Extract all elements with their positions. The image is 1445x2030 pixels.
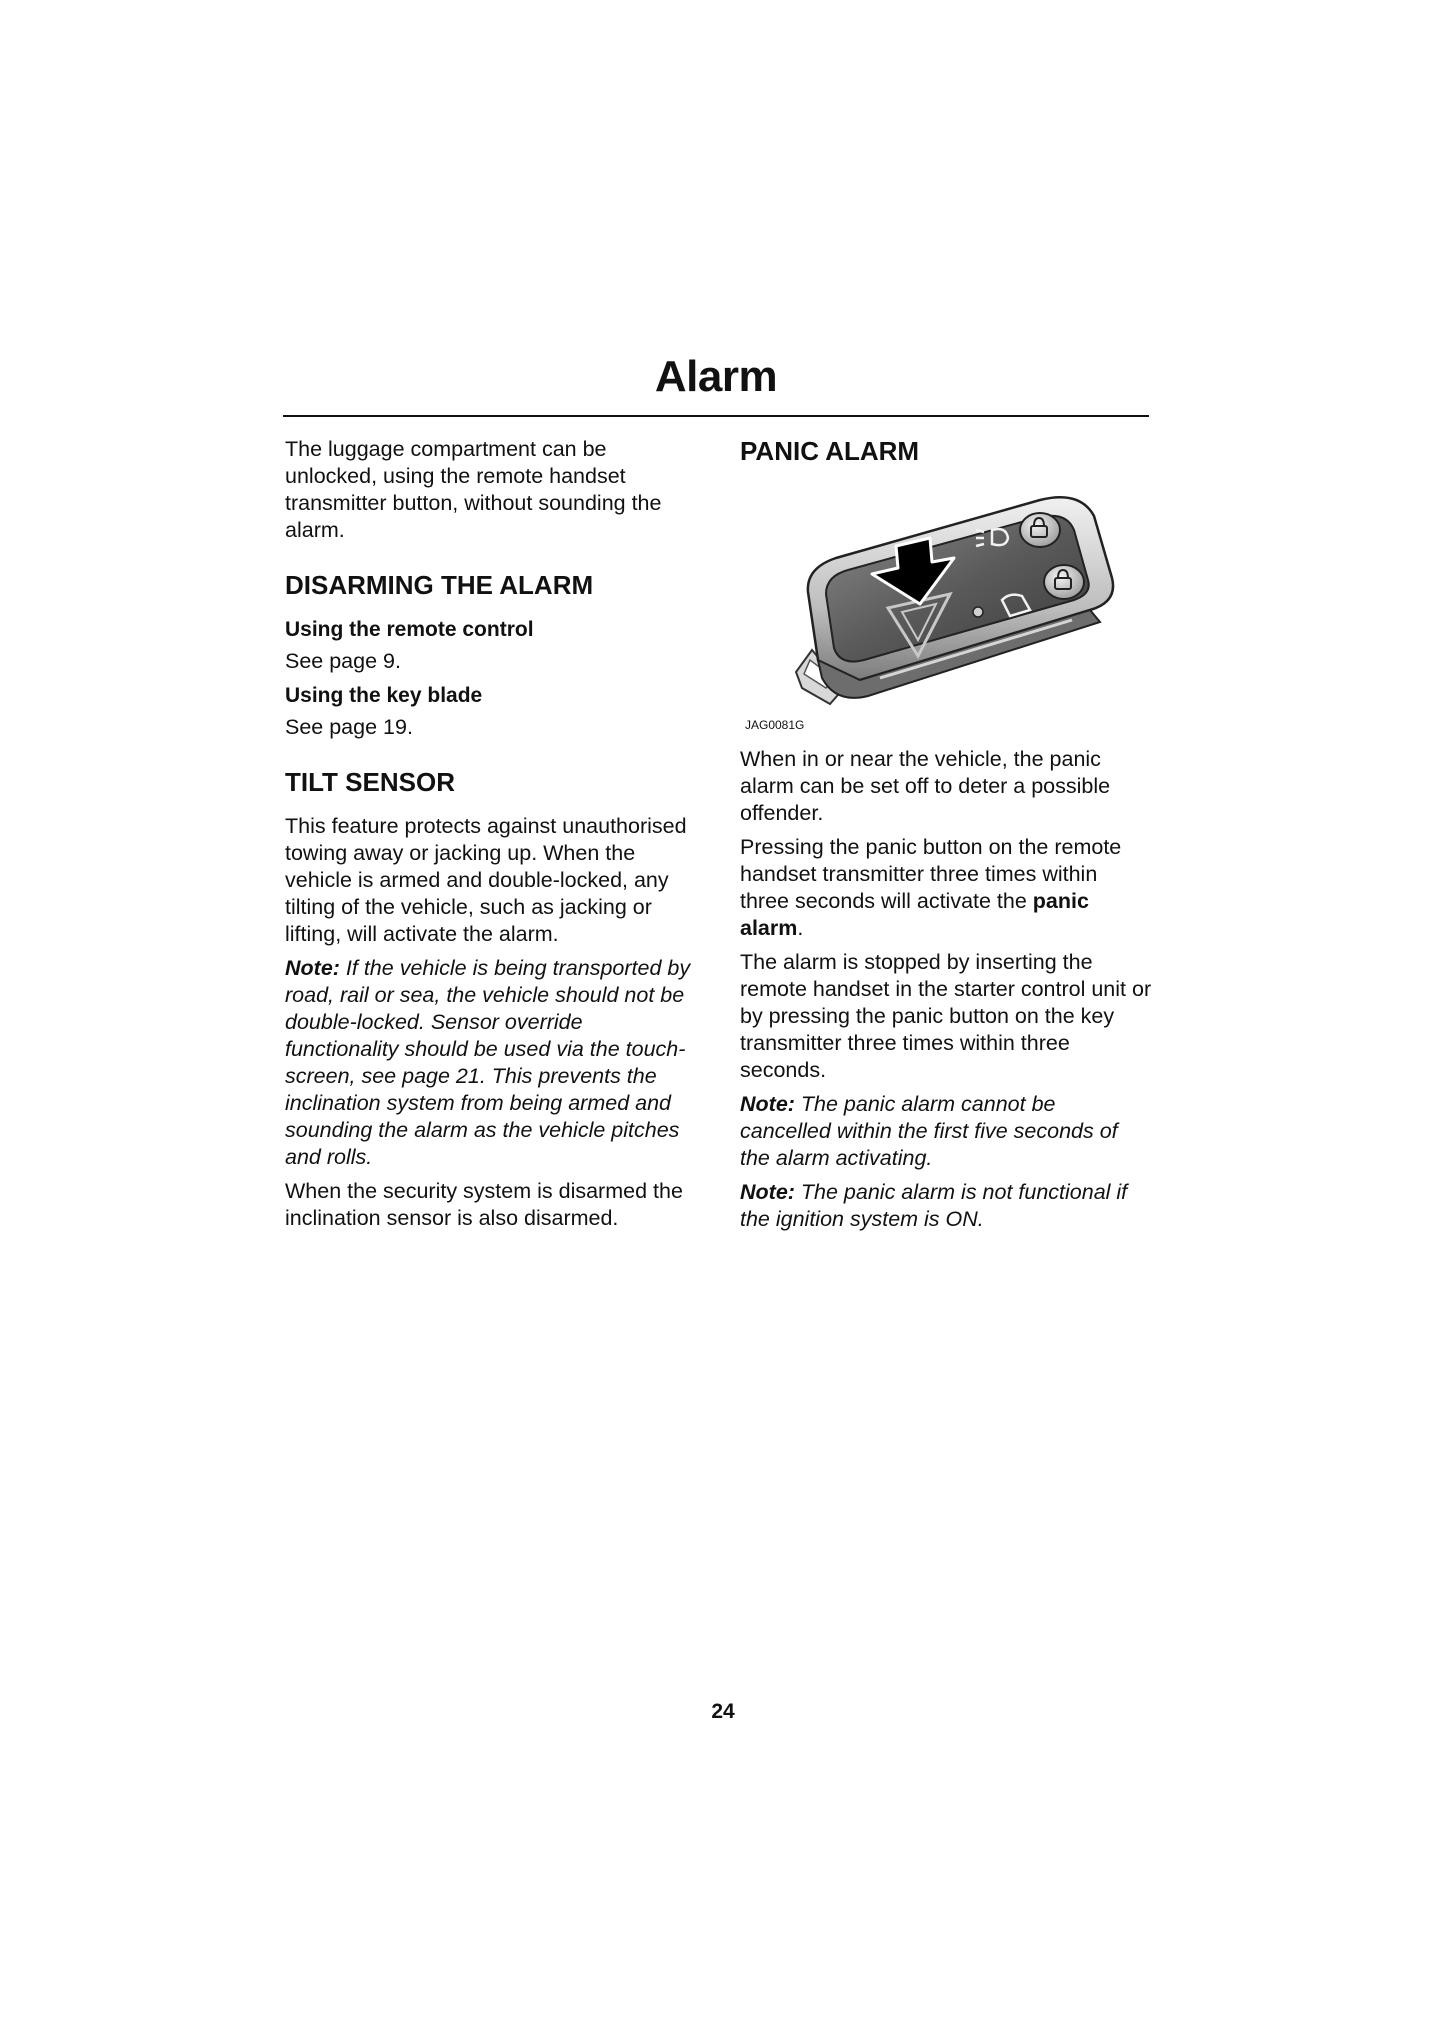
note-text: The panic alarm cannot be cancelled within the first five seconds of the alarm activating. (740, 1092, 1118, 1170)
panic-activate-paragraph (740, 834, 1152, 942)
disarming-heading: DISARMING THE ALARM (285, 570, 594, 600)
page-title: Alarm (654, 352, 778, 401)
page-number: 24 (711, 1700, 735, 1723)
panic-note-ignition (740, 1179, 1152, 1233)
tilt-sensor-heading: TILT SENSOR (285, 767, 455, 797)
key-fob-illustration (740, 482, 1152, 717)
panic-alarm-term: panic alarm (740, 889, 1089, 940)
note-label: Note: (740, 1092, 795, 1116)
note-label: Note: (285, 956, 340, 980)
tilt-sensor-disarm-paragraph: When the security system is disarmed the inclination sensor is also disarmed. (285, 1179, 683, 1230)
title-rule (283, 415, 1149, 417)
key-fob-figure (740, 482, 1152, 732)
note-text: If the vehicle is being transported by road, rail or sea, the vehicle should not be double-locked. Sensor override functionality should be used via the touch-screen, see page 21. This prevents the inclination system from being armed and sounding the alarm as the vehicle pitches and rolls. (285, 956, 691, 1169)
right-column (740, 436, 1152, 1240)
key-blade-subheading: Using the key blade (285, 684, 483, 707)
panic-intro-paragraph: When in or near the vehicle, the panic alarm can be set off to deter a possible offender. (740, 747, 1111, 825)
panic-alarm-heading: PANIC ALARM (740, 436, 920, 466)
left-column (285, 436, 697, 1239)
intro-paragraph: The luggage compartment can be unlocked, using the remote handset transmitter button, without sounding the alarm. (285, 437, 662, 542)
panic-stop-paragraph: The alarm is stopped by inserting the remote handset in the starter control unit or by pressing the panic button on the key transmitter three times within three seconds. (740, 950, 1152, 1082)
remote-control-reference: See page 9. (285, 649, 401, 673)
panic-note-cancel (740, 1091, 1152, 1172)
panic-activate-end: . (797, 916, 804, 940)
remote-control-subheading: Using the remote control (285, 618, 534, 641)
tilt-sensor-paragraph: This feature protects against unauthorised towing away or jacking up. When the vehicle is armed and double-locked, any tilting of the vehicle, such as jacking or lifting, will activate the alarm. (285, 814, 687, 946)
panic-activate-text: Pressing the panic button on the remote handset transmitter three times within three seconds will activate the (740, 835, 1122, 913)
lock-button (1020, 513, 1060, 547)
key-blade-reference: See page 19. (285, 715, 413, 739)
tilt-sensor-note (285, 955, 697, 1171)
note-label: Note: (740, 1180, 795, 1204)
unlock-button (1044, 565, 1084, 599)
figure-code: JAG0081G (745, 718, 805, 732)
note-text: The panic alarm is not functional if the ignition system is ON. (740, 1180, 1128, 1231)
